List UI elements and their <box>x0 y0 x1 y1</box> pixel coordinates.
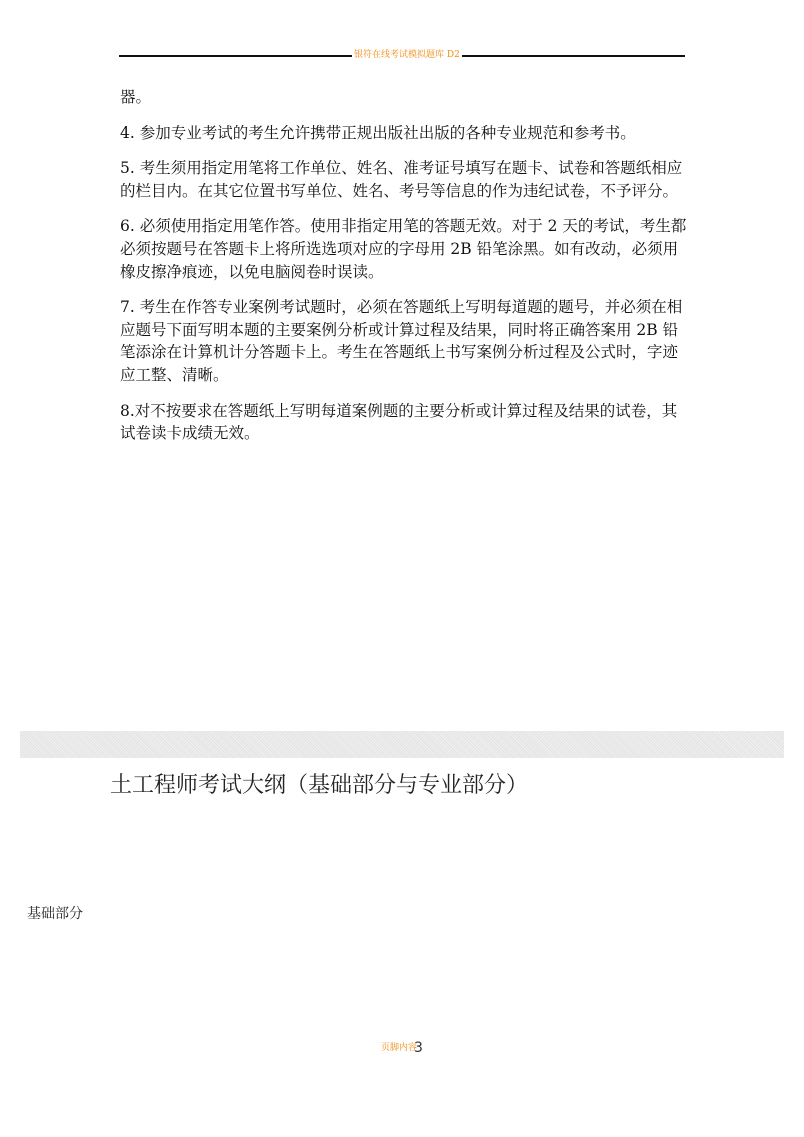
page-separator-band <box>20 731 784 758</box>
paragraph: 4. 参加专业考试的考生允许携带正规出版社出版的各种专业规范和参考书。 <box>120 123 636 142</box>
header-text: 银符在线考试模拟题库 D2 <box>354 50 460 60</box>
paragraph: 7. 考生在作答专业案例考试题时，必须在答题纸上写明每道题的题号，并必须在相应题号下面写明本题的主要案例分析或计算过程及结果，同时将正确答案用 2B 铅笔添涂在计算机计分答题卡上。考生在答题纸上书写案例分析过程及公式时，字迹应工整、清晰。 <box>120 298 683 384</box>
subsection-heading: 基础部分 <box>27 906 83 922</box>
section-title: 土工程师考试大纲（基础部分与专业部分） <box>110 773 529 798</box>
footer-text: 页脚内容 <box>381 1043 418 1053</box>
paragraph: 6. 必须使用指定用笔作答。使用非指定用笔的答题无效。对于 2 天的考试，考生都必须按题号在答题卡上将所选选项对应的字母用 2B 铅笔涂黑。如有改动，必须用橡皮擦净痕迹，以免电脑阅卷时误读。 <box>120 217 687 281</box>
paragraph: 5. 考生须用指定用笔将工作单位、姓名、准考证号填写在题卡、试卷和答题纸相应的栏目内。在其它位置书写单位、姓名、考号等信息的作为违纪试卷，不予评分。 <box>120 159 683 200</box>
document-body <box>120 86 690 458</box>
page-number: 3 <box>414 1040 423 1056</box>
paragraph: 8.对不按要求在答题纸上写明每道案例题的主要分析或计算过程及结果的试卷，其试卷读卡成绩无效。 <box>120 401 678 443</box>
paragraph: 器。 <box>120 88 152 106</box>
